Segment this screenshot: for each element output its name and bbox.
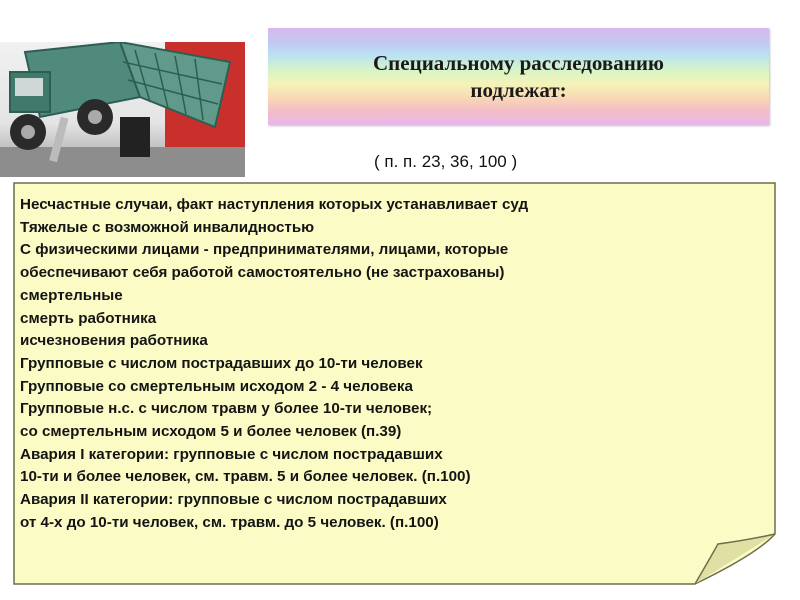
page-title-line-2: подлежат: (470, 77, 567, 102)
paragraph-reference: ( п. п. 23, 36, 100 ) (374, 152, 518, 171)
list-item: Авария II категории: групповые с числом пострадавших (20, 491, 447, 509)
list-item: Несчастные случаи, факт наступления которых устанавливает суд (20, 196, 529, 213)
page-title-line-1: Специальному расследованию (373, 50, 664, 75)
sticky-note (13, 182, 776, 585)
list-item: от 4-х до 10-ти человек, см. травм. до 5 человек. (п.100) (20, 513, 439, 531)
list-item: смертельные (20, 286, 123, 304)
truck-illustration (0, 42, 245, 177)
investigation-cases-list (20, 194, 528, 535)
list-item: Авария I категории: групповые с числом пострадавших (20, 445, 443, 463)
list-item: Групповые н.с. с числом травм у более 10-ти человек; (20, 400, 433, 418)
list-item: со смертельным исходом 5 и более человек (п.39) (20, 423, 402, 441)
list-item: Групповые с числом пострадавших до 10-ти человек (20, 354, 423, 372)
title-banner (268, 28, 769, 125)
list-item: исчезновения работника (20, 332, 208, 350)
list-item: смерть работника (20, 309, 157, 327)
list-item: обеспечивают себя работой самостоятельно (не застрахованы) (20, 264, 505, 282)
list-item: Групповые со смертельным исходом 2 - 4 человека (20, 377, 413, 395)
list-item: 10-ти и более человек, см. травм. 5 и более человек. (п.100) (20, 468, 471, 486)
overturned-truck-photo (0, 42, 245, 177)
list-item: Тяжелые с возможной инвалидностью (20, 218, 315, 236)
list-item: С физическими лицами - предпринимателями, лицами, которые (20, 241, 509, 259)
page-title (354, 50, 684, 104)
